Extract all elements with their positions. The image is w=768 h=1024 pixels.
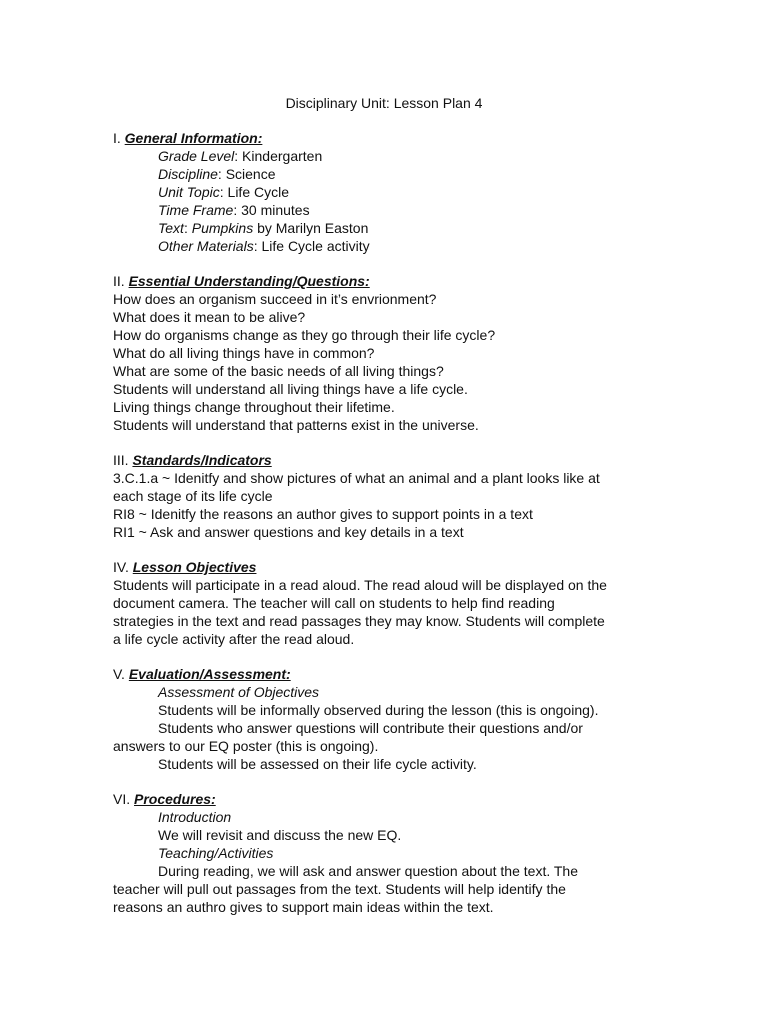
objective-line: strategies in the text and read passages they may know. Students will complete <box>113 613 605 629</box>
section-number: III. <box>113 452 133 468</box>
essential-understanding-line: Students will understand all living things have a life cycle. <box>113 381 468 397</box>
essential-understanding-line: Students will understand that patterns exist in the universe. <box>113 417 479 433</box>
teaching-line: During reading, we will ask and answer question about the text. The <box>158 863 578 879</box>
standard-line: RI1 ~ Ask and answer questions and key details in a text <box>113 524 464 540</box>
evaluation-line: answers to our EQ poster (this is ongoing). <box>113 738 379 754</box>
section-number: VI. <box>113 791 135 807</box>
evaluation-subheading: Assessment of Objectives <box>158 684 320 700</box>
section-procedures-heading <box>113 790 216 808</box>
section-evaluation-heading <box>113 665 291 683</box>
other-materials-line: Other Materials: Life Cycle activity <box>158 238 370 254</box>
section-number: I. <box>113 130 125 146</box>
grade-level-line: Grade Level: Kindergarten <box>158 148 323 164</box>
objective-line: Students will participate in a read aloud. The read aloud will be displayed on the <box>113 577 607 593</box>
standard-line: each stage of its life cycle <box>113 488 273 504</box>
section-objectives-heading <box>113 558 256 576</box>
introduction-line: We will revisit and discuss the new EQ. <box>158 827 402 843</box>
essential-question-line: How does an organism succeed in it’s envrionment? <box>113 291 437 307</box>
section-title: General Information: <box>124 130 263 146</box>
section-general-heading <box>113 129 262 147</box>
section-title: Evaluation/Assessment: <box>128 666 291 682</box>
essential-question-line: What are some of the basic needs of all living things? <box>113 363 444 379</box>
text-line: Text: Pumpkins by Marilyn Easton <box>158 220 369 236</box>
teaching-line: teacher will pull out passages from the text. Students will help identify the <box>113 881 566 897</box>
section-title: Standards/Indicators <box>132 452 272 468</box>
evaluation-line: Students will be informally observed during the lesson (this is ongoing). <box>158 702 599 718</box>
document-title: Disciplinary Unit: Lesson Plan 4 <box>285 95 483 111</box>
evaluation-line: Students will be assessed on their life cycle activity. <box>158 756 477 772</box>
essential-question-line: What does it mean to be alive? <box>113 309 306 325</box>
essential-question-line: How do organisms change as they go through their life cycle? <box>113 327 496 343</box>
section-title: Lesson Objectives <box>132 559 257 575</box>
time-frame-line: Time Frame: 30 minutes <box>158 202 310 218</box>
teaching-subheading: Teaching/Activities <box>158 845 274 861</box>
evaluation-line: Students who answer questions will contribute their questions and/or <box>158 720 583 736</box>
discipline-line: Discipline: Science <box>158 166 276 182</box>
section-number: IV. <box>113 559 133 575</box>
section-number: II. <box>113 273 129 289</box>
section-standards-heading <box>113 451 272 469</box>
teaching-line: reasons an authro gives to support main ideas within the text. <box>113 899 494 915</box>
section-essential-heading <box>113 272 370 290</box>
section-title: Essential Understanding/Questions: <box>128 273 370 289</box>
objective-line: document camera. The teacher will call on students to help find reading <box>113 595 555 611</box>
essential-question-line: What do all living things have in common? <box>113 345 375 361</box>
standard-line: RI8 ~ Idenitfy the reasons an author gives to support points in a text <box>113 506 533 522</box>
section-number: V. <box>113 666 129 682</box>
introduction-subheading: Introduction <box>158 809 232 825</box>
section-title: Procedures: <box>134 791 216 807</box>
objective-line: a life cycle activity after the read aloud. <box>113 631 355 647</box>
standard-line: 3.C.1.a ~ Idenitfy and show pictures of what an animal and a plant looks like at <box>113 470 600 486</box>
essential-understanding-line: Living things change throughout their lifetime. <box>113 399 395 415</box>
unit-topic-line: Unit Topic: Life Cycle <box>158 184 289 200</box>
